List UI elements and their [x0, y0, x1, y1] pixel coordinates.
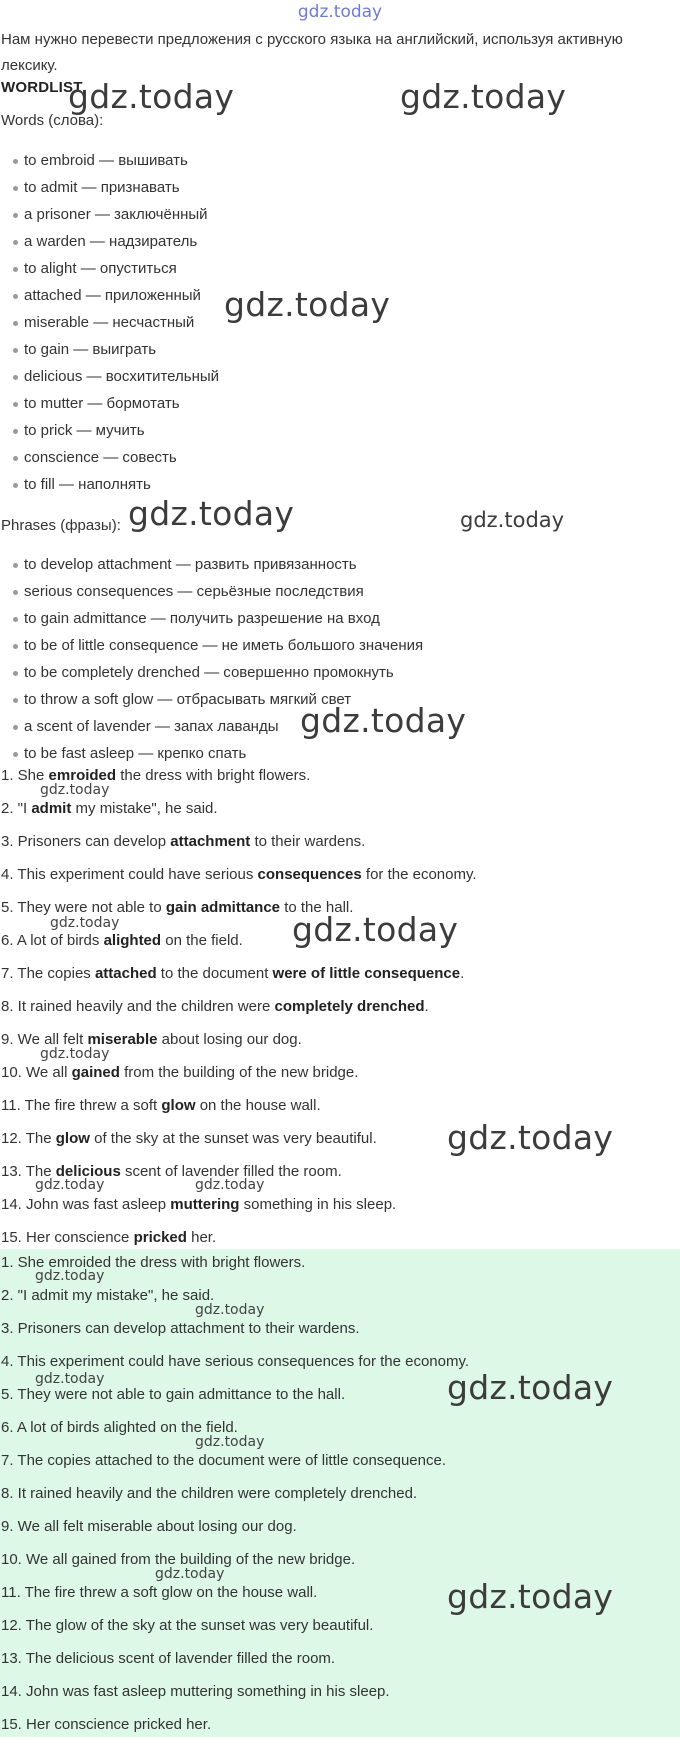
watermark: gdz.today: [50, 915, 120, 931]
watermark: gdz.today: [300, 701, 467, 740]
list-item: to mutter — бормотать: [0, 390, 219, 417]
answer-sentence: 13. The delicious scent of lavender filled the room.: [1, 1650, 336, 1667]
watermark: gdz.today: [40, 1046, 110, 1062]
answer-sentence: 7. The copies attached to the document were of little consequence.: [1, 1452, 447, 1469]
list-item: a prisoner — заключённый: [0, 201, 219, 228]
answer-sentence: 6. A lot of birds alighted on the field.: [1, 1419, 238, 1436]
answer-sentence: 11. The fire threw a soft glow on the house wall.: [1, 1584, 318, 1601]
list-item: to be fast asleep — крепко спать: [0, 740, 423, 767]
list-item: to embroid — вышивать: [0, 147, 219, 174]
list-item: to throw a soft glow — отбрасывать мягкий свет: [0, 686, 423, 713]
answer-sentence: 3. Prisoners can develop attachment to their wardens.: [1, 1320, 360, 1337]
list-item: to gain — выиграть: [0, 336, 219, 363]
answer-sentence: 4. This experiment could have serious consequences for the economy.: [1, 1353, 470, 1370]
answer-sentence: 5. They were not able to gain admittance to the hall.: [1, 1386, 346, 1403]
list-item: to fill — наполнять: [0, 471, 219, 498]
answer-sentence: 12. The glow of the sky at the sunset was very beautiful.: [1, 1617, 374, 1634]
list-item: to gain admittance — получить разрешение на вход: [0, 605, 423, 632]
exercise-sentence: 11. The fire threw a soft glow on the house wall.: [1, 1097, 321, 1114]
exercise-sentence: 4. This experiment could have serious consequences for the economy.: [1, 866, 477, 883]
exercise-sentence: 6. A lot of birds alighted on the field.: [1, 932, 243, 949]
list-item: attached — приложенный: [0, 282, 219, 309]
answer-sentence: 9. We all felt miserable about losing our dog.: [1, 1518, 297, 1535]
watermark: gdz.today: [35, 1371, 105, 1387]
answer-sentences: [0, 1251, 469, 1746]
answer-sentence: 1. She emroided the dress with bright flowers.: [1, 1254, 306, 1271]
answer-sentence: 14. John was fast asleep muttering something in his sleep.: [1, 1683, 390, 1700]
list-item: to prick — мучить: [0, 417, 219, 444]
exercise-sentence: 3. Prisoners can develop attachment to their wardens.: [1, 833, 366, 850]
exercise-sentence: 14. John was fast asleep muttering something in his sleep.: [1, 1196, 397, 1213]
exercise-sentence: 13. The delicious scent of lavender filled the room.: [1, 1163, 342, 1180]
watermark: gdz.today: [35, 1177, 105, 1193]
list-item: to be completely drenched — совершенно промокнуть: [0, 659, 423, 686]
list-item: serious consequences — серьёзные последствия: [0, 578, 423, 605]
watermark: gdz.today: [224, 285, 391, 324]
watermark: gdz.today: [128, 494, 295, 533]
list-item: delicious — восхитительный: [0, 363, 219, 390]
exercise-sentence: 1. She emroided the dress with bright flowers.: [1, 767, 311, 784]
watermark: gdz.today: [35, 1268, 105, 1284]
list-item: to be of little consequence — не иметь большого значения: [0, 632, 423, 659]
list-item: a scent of lavender — запах лаванды: [0, 713, 423, 740]
watermark: gdz.today: [400, 77, 567, 116]
list-item: miserable — несчастный: [0, 309, 219, 336]
watermark: gdz.today: [40, 782, 110, 798]
phrases-label: Phrases (фразы):: [1, 517, 121, 534]
words-list: [0, 147, 219, 498]
words-label: Words (слова):: [1, 112, 104, 129]
exercise-sentence: 2. "I admit my mistake", he said.: [1, 800, 218, 817]
watermark: gdz.today: [447, 1368, 614, 1407]
exercise-sentence: 12. The glow of the sky at the sunset was very beautiful.: [1, 1130, 377, 1147]
list-item: to admit — признавать: [0, 174, 219, 201]
list-item: a warden — надзиратель: [0, 228, 219, 255]
answer-block: [0, 1249, 680, 1737]
watermark: gdz.today: [195, 1177, 265, 1193]
watermark: gdz.today: [195, 1434, 265, 1450]
wordlist-heading: WORDLIST: [1, 79, 83, 96]
exercise-sentence: 7. The copies attached to the document were of little consequence.: [1, 965, 465, 982]
site-logo[interactable]: gdz.today: [297, 2, 383, 22]
answer-sentence: 8. It rained heavily and the children were completely drenched.: [1, 1485, 418, 1502]
exercise-sentence: 9. We all felt miserable about losing our dog.: [1, 1031, 302, 1048]
watermark: gdz.today: [195, 1302, 265, 1318]
watermark: gdz.today: [447, 1577, 614, 1616]
intro-text: Нам нужно перевести предложения с русского языка на английский, используя активную лексику.: [1, 31, 623, 74]
list-item: conscience — совесть: [0, 444, 219, 471]
watermark: gdz.today: [68, 77, 235, 116]
answer-sentence: 10. We all gained from the building of the new bridge.: [1, 1551, 356, 1568]
list-item: to develop attachment — развить привязанность: [0, 551, 423, 578]
watermark: gdz.today: [447, 1118, 614, 1157]
answer-sentence: 2. "I admit my mistake", he said.: [1, 1287, 215, 1304]
exercise-sentence: 15. Her conscience pricked her.: [1, 1229, 217, 1246]
exercise-sentence: 10. We all gained from the building of the new bridge.: [1, 1064, 359, 1081]
watermark: gdz.today: [460, 508, 565, 532]
list-item: to alight — опуститься: [0, 255, 219, 282]
watermark: gdz.today: [292, 910, 459, 949]
answer-sentence: 15. Her conscience pricked her.: [1, 1716, 212, 1733]
exercise-sentence: 5. They were not able to gain admittance to the hall.: [1, 899, 354, 916]
watermark: gdz.today: [155, 1566, 225, 1582]
exercise-sentence: 8. It rained heavily and the children were completely drenched.: [1, 998, 429, 1015]
